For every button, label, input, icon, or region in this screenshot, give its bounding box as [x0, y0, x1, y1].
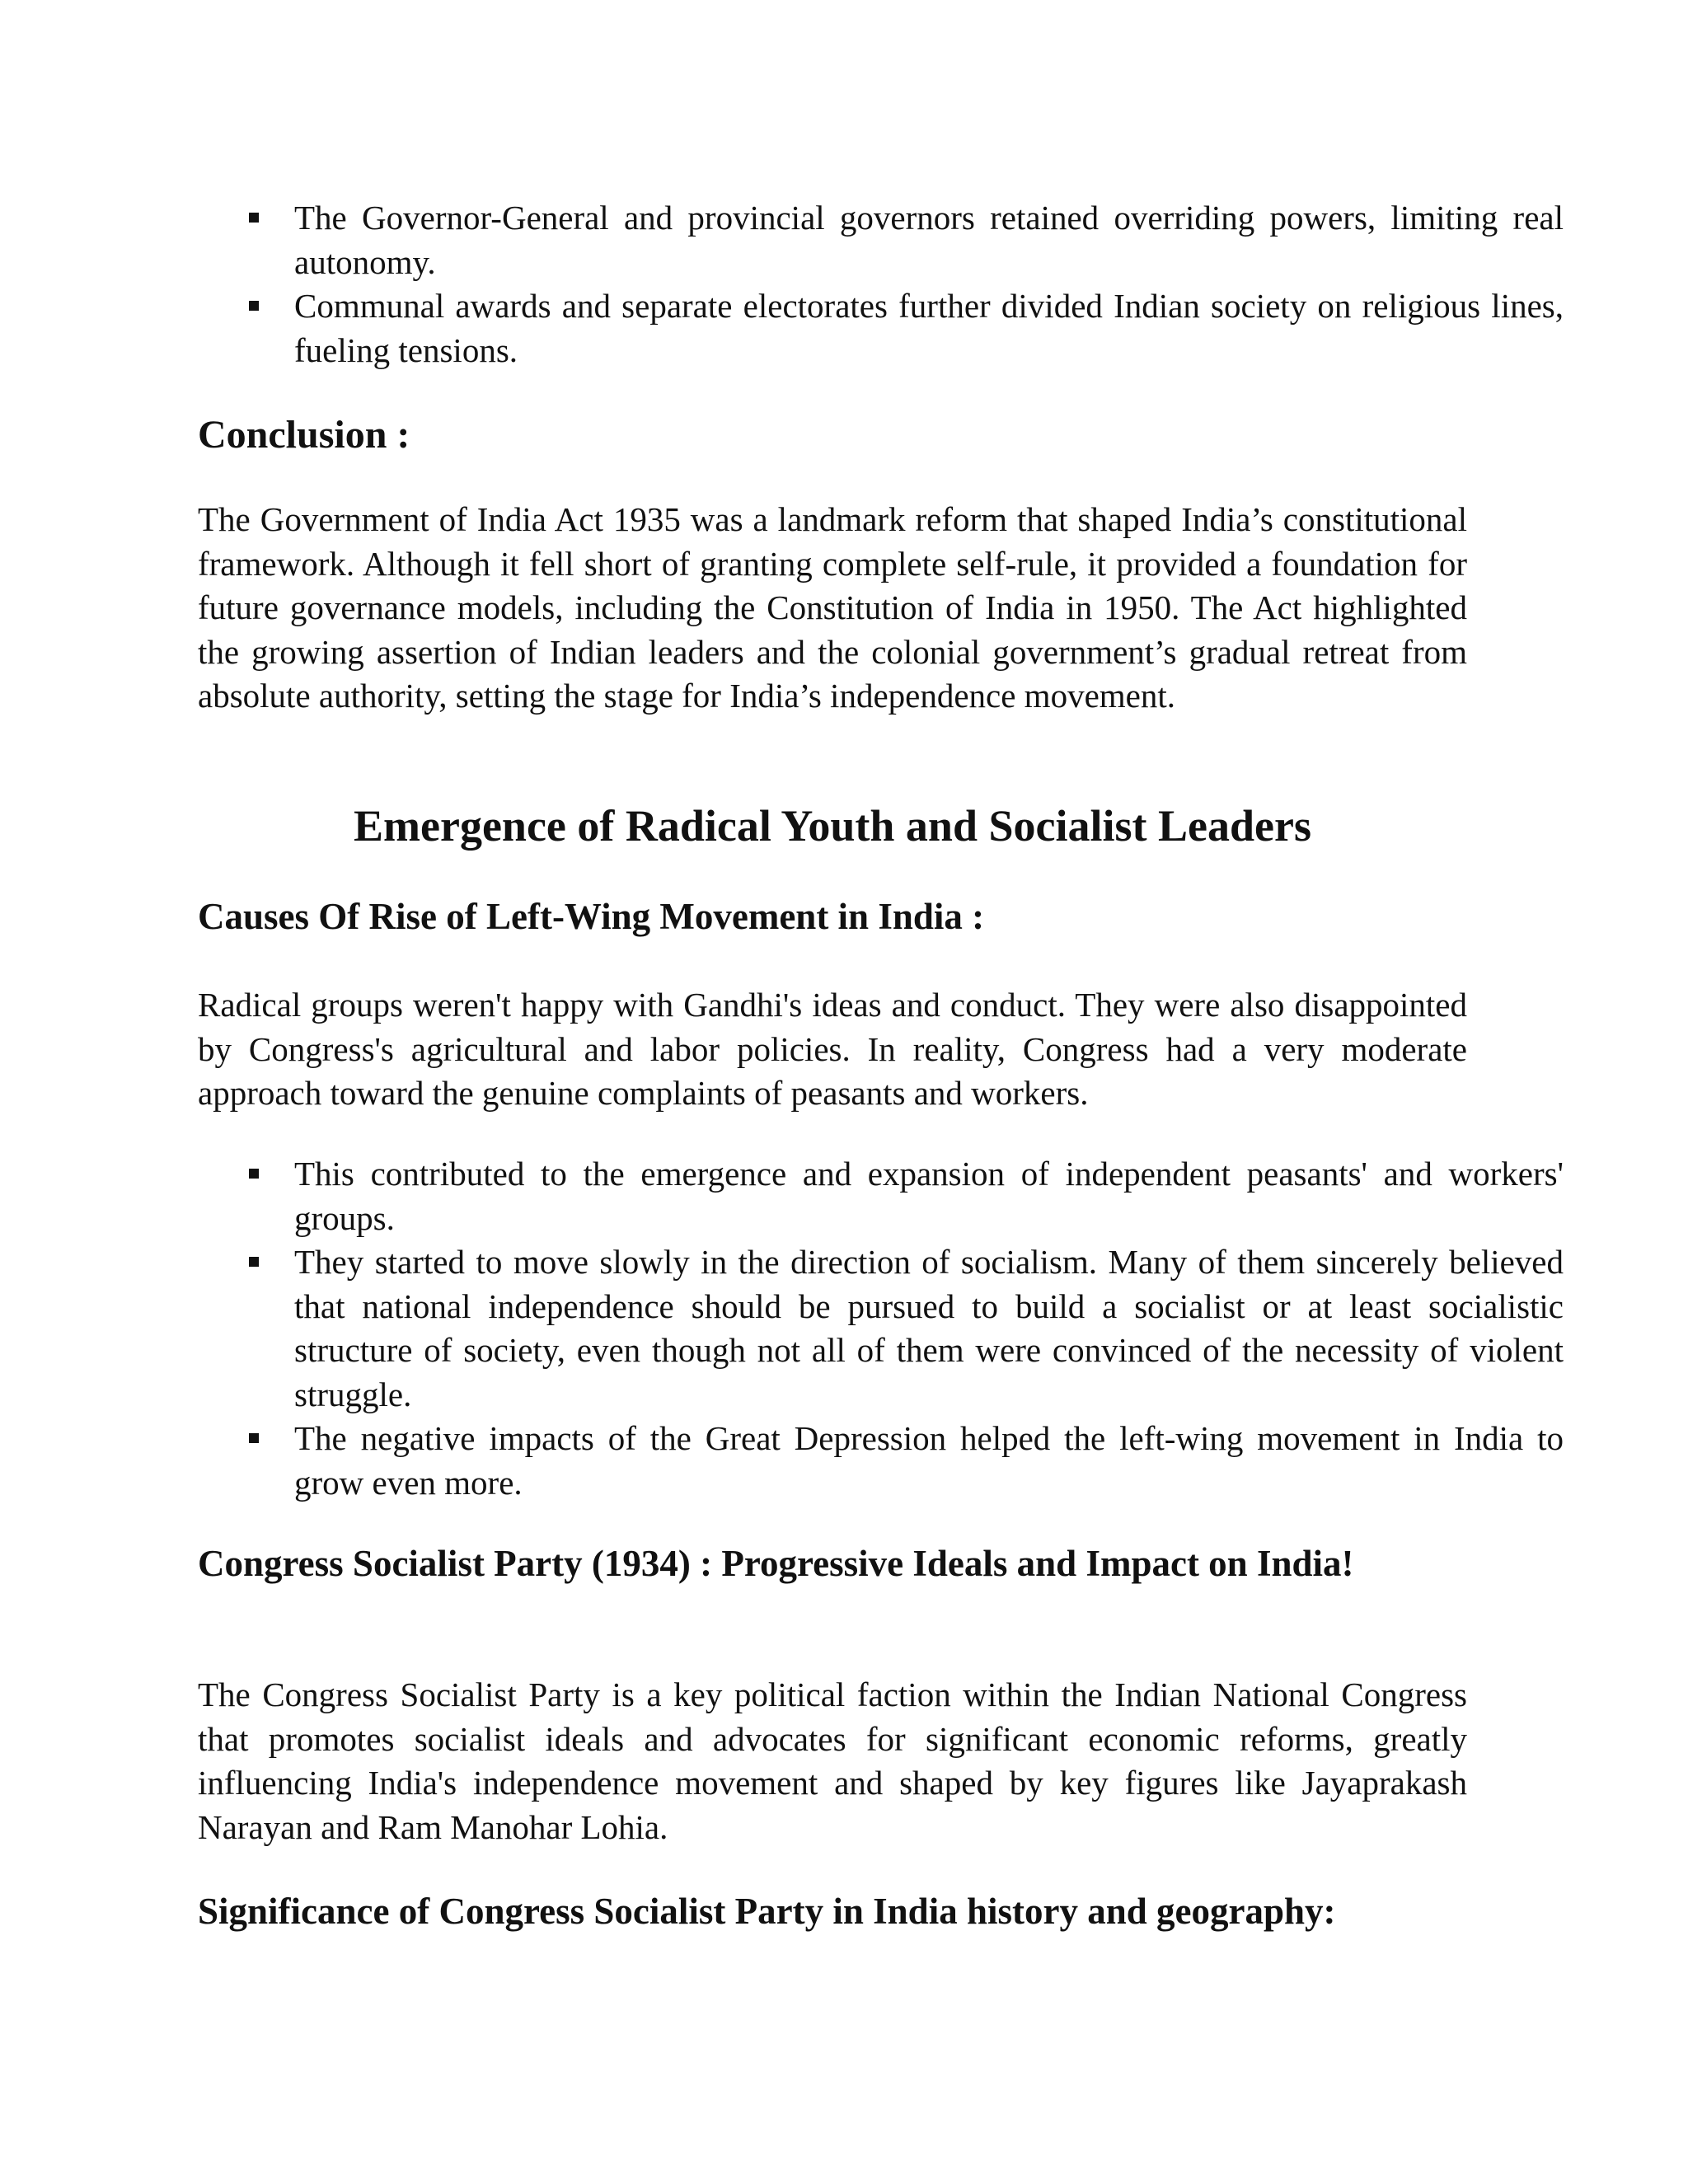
square-bullet-icon — [249, 1433, 259, 1443]
list-item — [294, 1152, 1564, 1240]
square-bullet-icon — [249, 213, 259, 223]
square-bullet-icon — [249, 1169, 259, 1179]
list-item-text: They started to move slowly in the direction of socialism. Many of them sincerely believed that national independence should be pursued to build a socialist or at least socialistic structure of society, even though not all of them were convinced of the necessity of violent struggle. — [294, 1243, 1564, 1413]
csp-paragraph: The Congress Socialist Party is a key political faction within the Indian National Congress that promotes socialist ideals and advocates for significant economic reforms, greatly influencing India's independence movement and shaped by key figures like Jayaprakash Narayan and Ram Manohar Lohia. — [198, 1675, 1467, 1846]
square-bullet-icon — [249, 1257, 259, 1267]
list-item-text: Communal awards and separate electorates further divided Indian society on religious lines, fueling tensions. — [294, 287, 1564, 369]
list-item-text: The Governor-General and provincial governors retained overriding powers, limiting real autonomy. — [294, 199, 1564, 281]
causes-paragraph: Radical groups weren't happy with Gandhi's ideas and conduct. They were also disappointed by Congress's agricultural and labor policies. In reality, Congress had a very moderate approach toward the genuine complaints of peasants and workers. — [198, 986, 1467, 1112]
conclusion-paragraph: The Government of India Act 1935 was a landmark reform that shaped India’s constitutional framework. Although it fell short of granting complete self-rule, it provided a foundation for future governance models, including the Constitution of India in 1950. The Act highlighted the growing assertion of Indian leaders and the colonial government’s gradual retreat from absolute authority, setting the stage for India’s independence movement. — [198, 500, 1467, 715]
csp-heading: Congress Socialist Party (1934) : Progressive Ideals and Impact on India! — [198, 1543, 1354, 1584]
significance-heading: Significance of Congress Socialist Party in India history and geography: — [198, 1891, 1336, 1932]
section-title: Emergence of Radical Youth and Socialist Leaders — [354, 801, 1311, 851]
square-bullet-icon — [249, 301, 259, 311]
list-item — [294, 196, 1564, 284]
list-item — [294, 1240, 1564, 1417]
governance-limitations-list — [198, 196, 1564, 373]
causes-list — [198, 1152, 1564, 1505]
conclusion-heading: Conclusion : — [198, 413, 410, 457]
causes-heading: Causes Of Rise of Left-Wing Movement in India : — [198, 896, 985, 937]
list-item — [294, 284, 1564, 373]
list-item — [294, 1417, 1564, 1505]
list-item-text: The negative impacts of the Great Depression helped the left-wing movement in India to grow even more. — [294, 1419, 1564, 1502]
list-item-text: This contributed to the emergence and expansion of independent peasants' and workers' groups. — [294, 1155, 1564, 1237]
